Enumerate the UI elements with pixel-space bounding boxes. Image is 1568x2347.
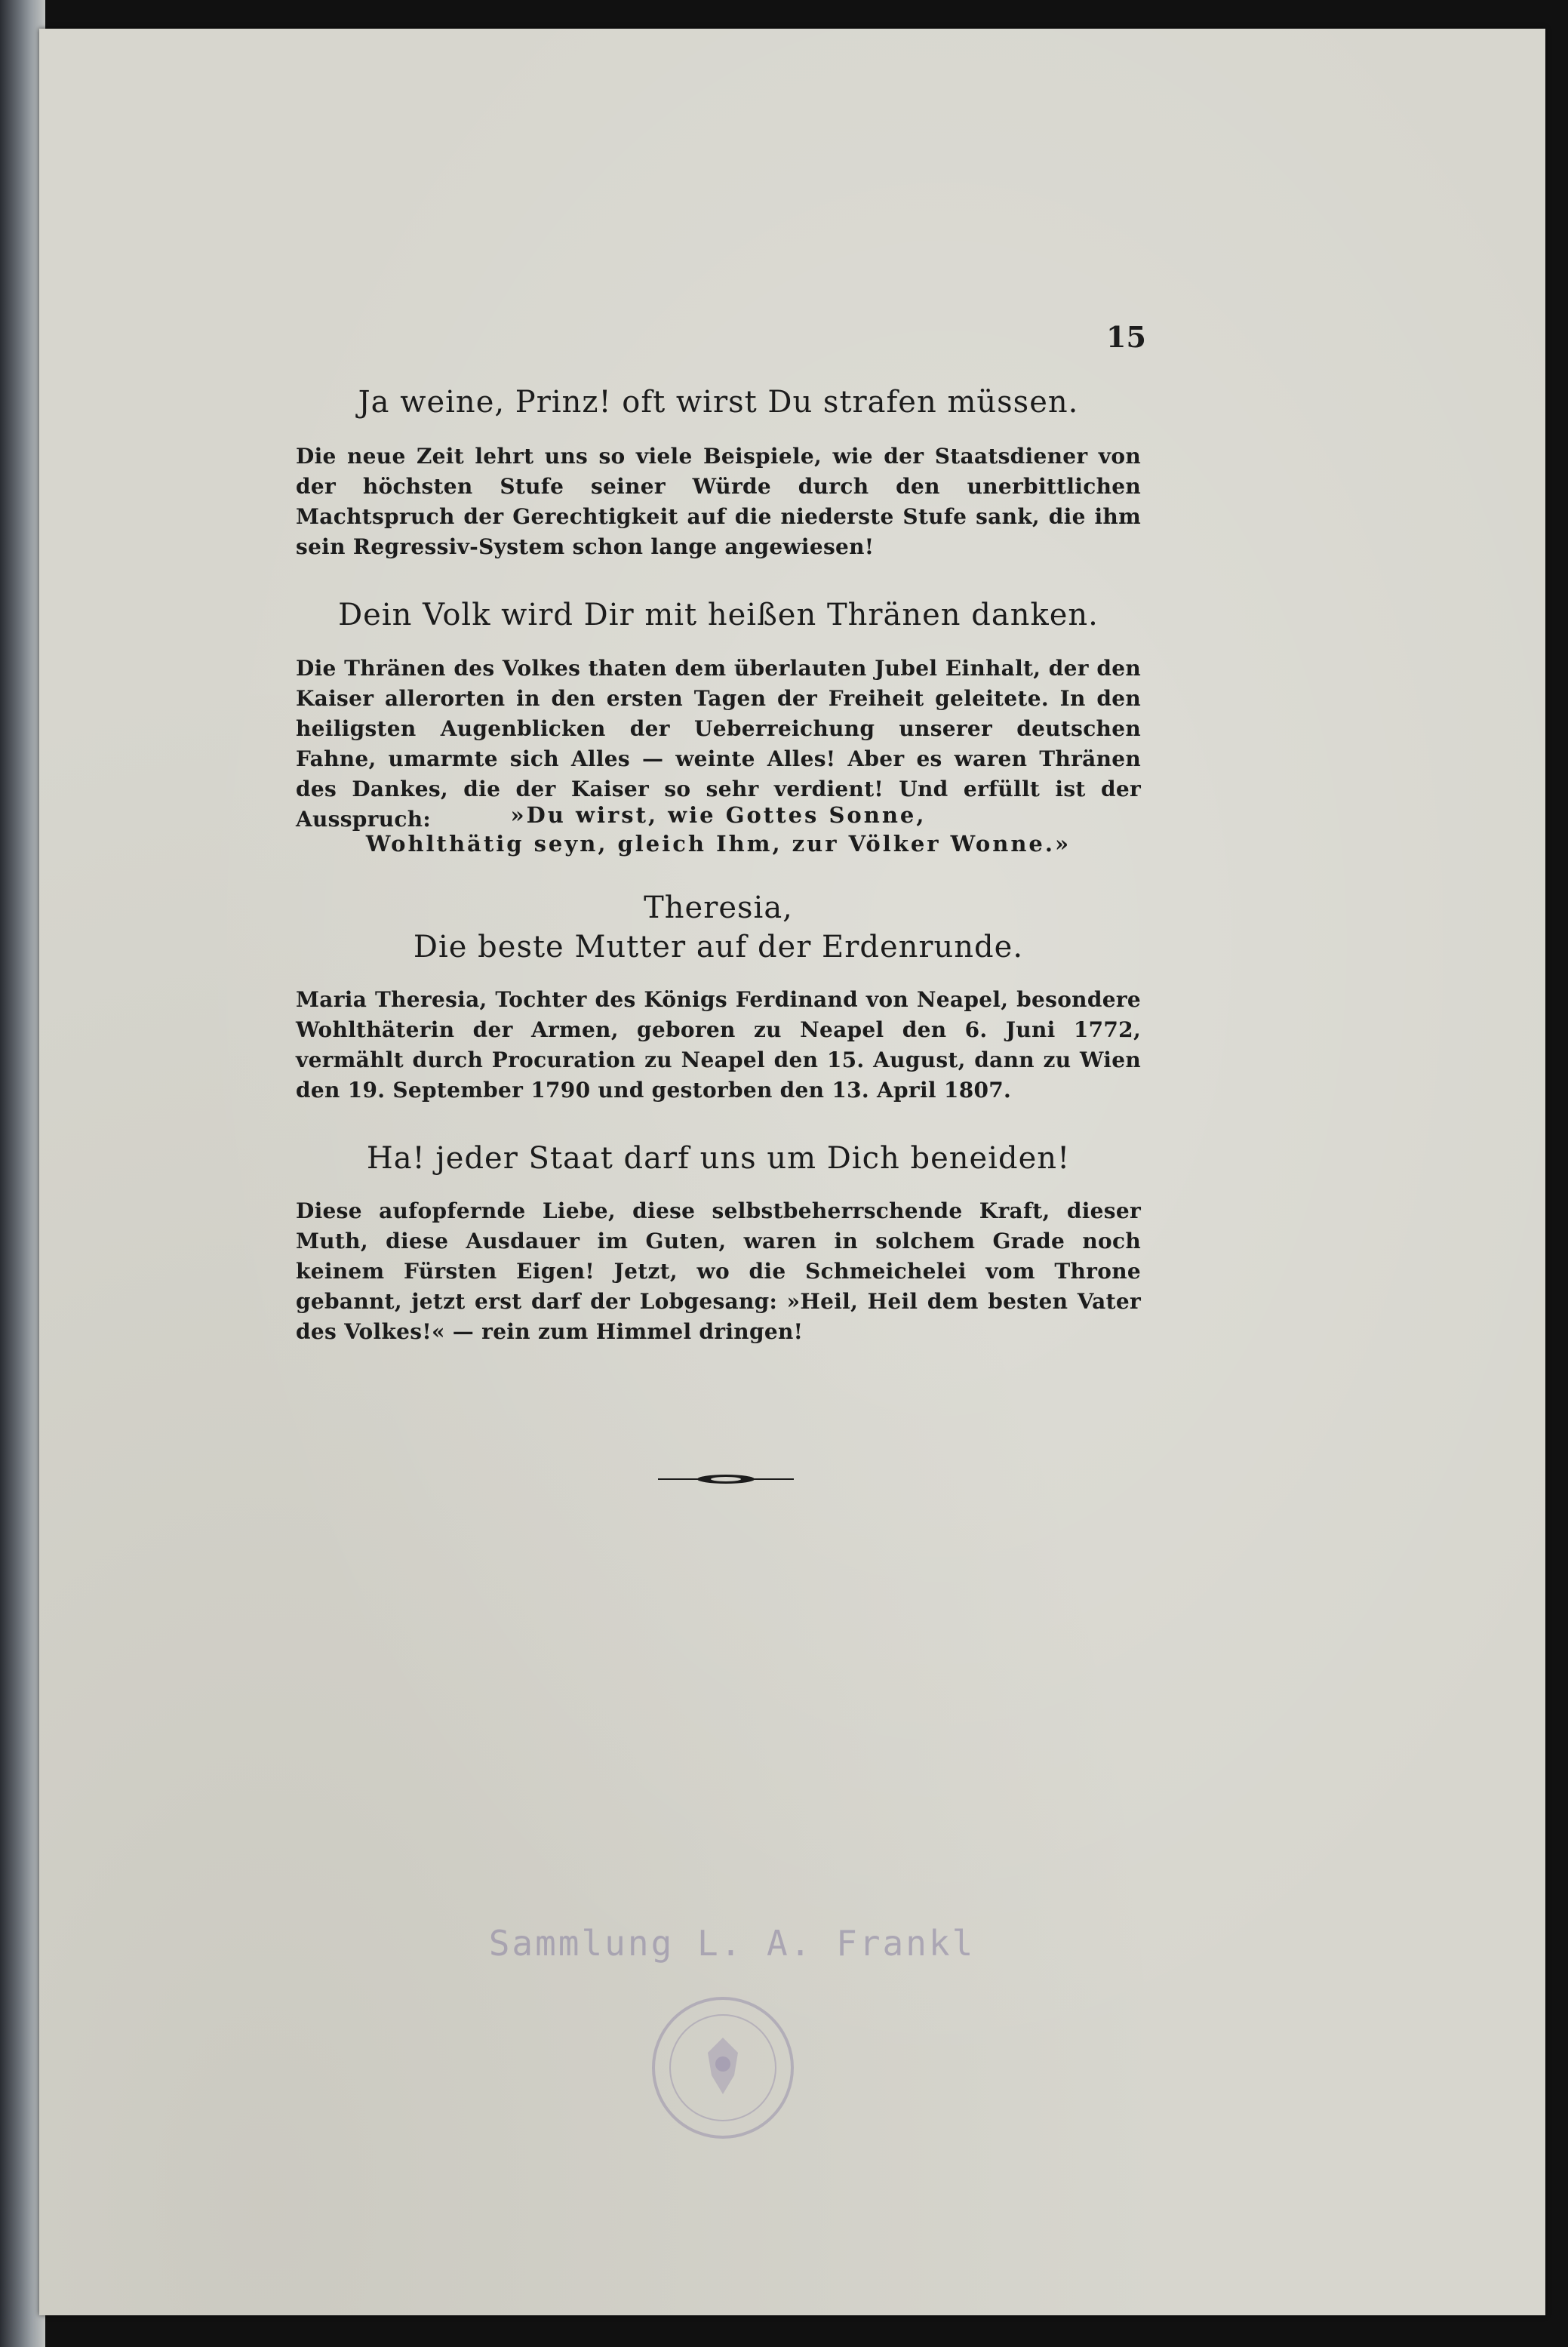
ornamental-divider <box>658 1470 794 1491</box>
section-1-body-container <box>296 441 1141 562</box>
library-seal-icon <box>647 1992 798 2146</box>
section-2-body: Die Thränen des Volkes thaten dem überlauten Jubel Einhalt, der den Kaiser allerorten in den ersten Tagen der Freiheit geleitete. In den heiligsten Augenblicken der Ueberreichung unserer deutschen Fahne, umarmte sich Alles — weinte Alles! Aber es waren Thränen des Dankes, die der Kaiser so sehr verdient! Und erfüllt ist der Ausspruch: <box>296 656 1141 832</box>
section-4-heading: Ha! jeder Staat darf uns um Dich beneiden! <box>366 1141 1071 1176</box>
book-cover-edge <box>0 0 45 2347</box>
section-3-body: Maria Theresia, Tochter des Königs Ferdinand von Neapel, besondere Wohlthäterin der Armen, geboren zu Neapel den 6. Juni 1772, vermählt durch Procuration zu Neapel den 15. August, dann zu Wien den 19. September 1790 und gestorben den 13. April 1807. <box>296 987 1141 1103</box>
section-1-heading: Ja weine, Prinz! oft wirst Du strafen müssen. <box>358 385 1079 420</box>
collection-stamp: Sammlung L. A. Frankl <box>488 1923 976 1964</box>
section-4-body-container <box>296 1196 1141 1347</box>
section-2-quote-line-1: »Du wirst, wie Gottes Sonne, <box>510 802 927 828</box>
section-1-body: Die neue Zeit lehrt uns so viele Beispiele, wie der Staatsdiener von der höchsten Stufe seiner Würde durch den unerbittlichen Machtspruch der Gerechtigkeit auf die niederste Stufe sank, die ihm sein Regressiv-System schon lange angewiesen! <box>296 444 1141 559</box>
section-3-body-container <box>296 985 1141 1106</box>
section-4-body: Diese aufopfernde Liebe, diese selbstbeherrschende Kraft, dieser Muth, diese Ausdauer im Guten, waren in solchem Grade noch keinem Fürsten Eigen! Jetzt, wo die Schmeichelei vom Throne gebannt, jetzt erst darf der Lobgesang: »Heil, Heil dem besten Vater des Volkes!« — rein zum Himmel dringen! <box>296 1198 1141 1344</box>
section-3-heading-line-2: Die beste Mutter auf der Erdenrunde. <box>413 930 1024 964</box>
section-2-heading: Dein Volk wird Dir mit heißen Thränen danken. <box>338 598 1099 632</box>
page-number: 15 <box>1106 320 1146 354</box>
section-3-heading-line-1: Theresia, <box>644 891 793 925</box>
section-2-quote-line-2: Wohlthätig seyn, gleich Ihm, zur Völker Wonne.» <box>365 831 1071 857</box>
